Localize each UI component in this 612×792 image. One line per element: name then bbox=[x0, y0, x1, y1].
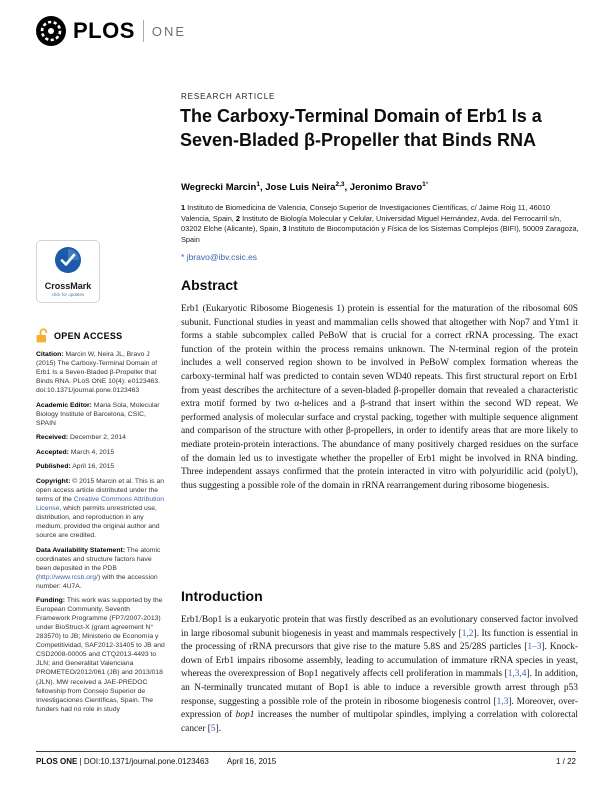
reference-link[interactable]: 1,2 bbox=[461, 628, 474, 639]
affiliation-number: 2 bbox=[235, 213, 241, 223]
email-star: * bbox=[181, 252, 185, 262]
crossmark-badge[interactable] bbox=[36, 240, 100, 303]
introduction-text: Erb1/Bop1 is a eukaryotic protein that was firstly described as an evolutionary conserved factor involved in large ribosomal subunit biogenesis in yeast and mammals respectively [1,2]. Its function is essential in the processing of rRNA precursors that give rise to the mature 5.8S and 25/28S particles [1–3]. Knock-down of Erb1 impairs ribosome assembly, leading to accumulation of immature rRNA species in yeast, whereas the overexpression of Bop1 negatively affects cell proliferation in mammals [1,3,4]. In addition, an N-terminally truncated mutant of Bop1 is able to induce a reversible growth arrest through p53 response, suggesting a possible role of the protein in ribosome biogenesis control [1,3]. Moreover, over-expression of bop1 increases the number of multipolar spindles, implying a correlation with colorectal cancer [5]. bbox=[181, 615, 578, 734]
footer-rule bbox=[36, 751, 576, 752]
author-name: Wegrecki Marcin bbox=[181, 182, 257, 194]
crossmark-logo-icon bbox=[55, 247, 81, 273]
email-link[interactable]: jbravo@ibv.csic.es bbox=[186, 252, 258, 262]
sidebar-entry: Published: April 16, 2015 bbox=[36, 463, 115, 471]
footer-date: April 16, 2015 bbox=[226, 757, 277, 766]
page-number: 1 / 22 bbox=[555, 757, 576, 766]
affiliation-text: Instituto de Biología Molecular y Celular, Universidad Miguel Hernández, Avda. del Ferrocarril s/n, 03202 Elche (Alicante), Spain, bbox=[181, 213, 562, 234]
author-name: Jose Luis Neira bbox=[265, 182, 336, 194]
corresponding-author-star[interactable]: * bbox=[425, 181, 429, 188]
sidebar-entry: Data Availability Statement: The atomic coordinates and structure factors have been deposited in the PDB (http://www.rcsb.org/) with the accession number: 4U7A. bbox=[36, 546, 161, 590]
sidebar-entry: Received: December 2, 2014 bbox=[36, 434, 126, 442]
sidebar-entry: Academic Editor: Maria Sola, Molecular Biology Institute of Barcelona, CSIC, SPAIN bbox=[36, 401, 160, 427]
sidebar-entry-label: Citation: bbox=[36, 351, 64, 358]
affiliations bbox=[181, 203, 579, 246]
open-access-label: OPEN ACCESS bbox=[54, 330, 123, 341]
article-title: The Carboxy-Terminal Domain of Erb1 Is a Seven-Bladed β-Propeller that Binds RNA bbox=[180, 106, 542, 151]
plos-logo-icon bbox=[36, 16, 66, 46]
abstract-section bbox=[181, 277, 578, 493]
sidebar-entry-label: Academic Editor: bbox=[36, 401, 92, 409]
abstract-heading: Abstract bbox=[181, 277, 238, 293]
sidebar-entry-label: Data Availability Statement: bbox=[36, 546, 126, 554]
page-footer bbox=[36, 757, 576, 766]
affiliation-number: 1 bbox=[181, 203, 186, 212]
journal-name: PLOS bbox=[73, 18, 135, 43]
footer-doi: | DOI:10.1371/journal.pone.0123463 bbox=[79, 757, 209, 766]
crossmark-subtitle: click for updates bbox=[51, 292, 85, 297]
sidebar-link[interactable]: http://www.rcsb.org/ bbox=[38, 573, 98, 581]
corresponding-email-line bbox=[181, 252, 257, 262]
italic-gene-name: bop1 bbox=[235, 710, 255, 721]
footer-citation bbox=[36, 757, 276, 766]
affiliation-number: 3 bbox=[282, 224, 287, 234]
introduction-section bbox=[181, 588, 578, 736]
sidebar-entry: Funding: This work was supported by the European Community, Seventh Framework Programme (FP7/2007-2013) under BioStruct-X (grant agreement N° 283570) to JB; Ministerio de Economía y Competitividad, SAF2012-31405 to JB and CSD2008-00005 and CTQ2013-4493 to JLN; and Generalitat Valenciana PROMETEO/2012/061 (JB) and 2013/018 (JLN). MW received a JAE-PREDOC fellowship from Consejo Superior de Investigaciones Científicas, Spain. The funders had no role in study bbox=[36, 597, 165, 713]
crossmark-title: CrossMark bbox=[44, 281, 92, 291]
article-type-label: RESEARCH ARTICLE bbox=[181, 92, 276, 101]
footer-journal-name: PLOS ONE bbox=[36, 757, 78, 766]
sidebar-entry: Accepted: March 4, 2015 bbox=[36, 448, 115, 456]
reference-link[interactable]: 5 bbox=[210, 723, 216, 734]
sidebar-entry-label: Copyright: bbox=[36, 477, 71, 485]
sidebar-metadata bbox=[36, 350, 165, 719]
logo-divider bbox=[143, 20, 144, 42]
journal-edition: ONE bbox=[151, 23, 187, 39]
author-affiliation-sup: 1 bbox=[256, 181, 260, 188]
sidebar-entry-label: Accepted: bbox=[36, 448, 69, 456]
author-byline: Wegrecki Marcin$^1$, Jose Luis Neira$^{2,3}$, Jeronimo Bravo$^{1*}$ bbox=[181, 181, 429, 194]
sidebar-entry-label: Funding: bbox=[36, 597, 66, 605]
open-lock-icon bbox=[36, 328, 49, 343]
reference-link[interactable]: 1–3 bbox=[527, 642, 542, 653]
author-affiliation-sup: 2,3 bbox=[335, 181, 345, 188]
reference-link[interactable]: 1,3 bbox=[496, 696, 509, 707]
affiliation-text: Instituto de Biomedicina de Valencia, Consejo Superior de Investigaciones Científicas, c/ Jaime Roig 11, 46010 Valencia, Spain, bbox=[181, 203, 551, 223]
sidebar-entry-label: Published: bbox=[36, 463, 71, 471]
abstract-text: Erb1 (Eukaryotic Ribosome Biogenesis 1) protein is essential for the maturation of the ribosomal 60S subunit. Functional studies in yeast and mammalian cells showed that altogether with Nop7 and Ytm1 it forms a stable subcomplex called PeBoW that is crucial for a correct rRNA processing. The exact function of the protein within the process remains unknown. The N-terminal region of the protein includes a well conserved region shown to be involved in PeBoW complex formation whereas the carboxy-terminal half was predicted to contain seven WD40 repeats. This first structural report on Erb1 from yeast describes the architecture of a seven-bladed β-propeller domain that revealed a characteristic extra motif formed by two α-helices and a β-strand that insert within the second WD repeat. We performed analysis of molecular surface and crystal packing, together with multiple sequence alignment and comparison of the structure with other β-propellers, in order to identify areas that are more likely to mediate protein-protein interactions. The abundance of many positively charged residues on the surface of the domain led us to investigate whether the propeller of Erb1 might be involved in RNA binding. Three independent assays confirmed that the protein interacted in vitro with polyuridilic acid (polyU), thus suggesting a possible role of the domain in rRNA rearrangement during ribosome biogenesis. bbox=[181, 304, 578, 491]
author-affiliation-sup: 1 bbox=[422, 181, 426, 188]
open-access-block bbox=[36, 328, 122, 343]
sidebar-entry-label: Received: bbox=[36, 434, 69, 442]
plos-logo bbox=[36, 16, 186, 46]
reference-link[interactable]: 1,3,4 bbox=[507, 669, 527, 680]
sidebar-link[interactable]: Creative Commons Attribution License bbox=[36, 495, 165, 512]
affiliation-text: Instituto de Biocomputación y Física de los Sistemas Complejos (BIFI), 50009 Zaragoza, Spain bbox=[181, 224, 579, 245]
sidebar-entry: Copyright: © 2015 Marcin et al. This is an open access article distributed under the terms of the Creative Commons Attribution License, which permits unrestricted use, distribution, and reproduction in any medium, provided the original author and source are credited. bbox=[36, 477, 165, 540]
author-name: Jeronimo Bravo bbox=[349, 182, 423, 194]
sidebar-entry: Citation: Marcin W, Neira JL, Bravo J (2015) The Carboxy-Terminal Domain of Erb1 Is a Seven-Bladed β-Propeller that Binds RNA. PLoS ONE 10(4): e0123463. doi:10.1371/journal.pone.0123463 bbox=[36, 351, 160, 395]
introduction-heading: Introduction bbox=[181, 588, 263, 604]
